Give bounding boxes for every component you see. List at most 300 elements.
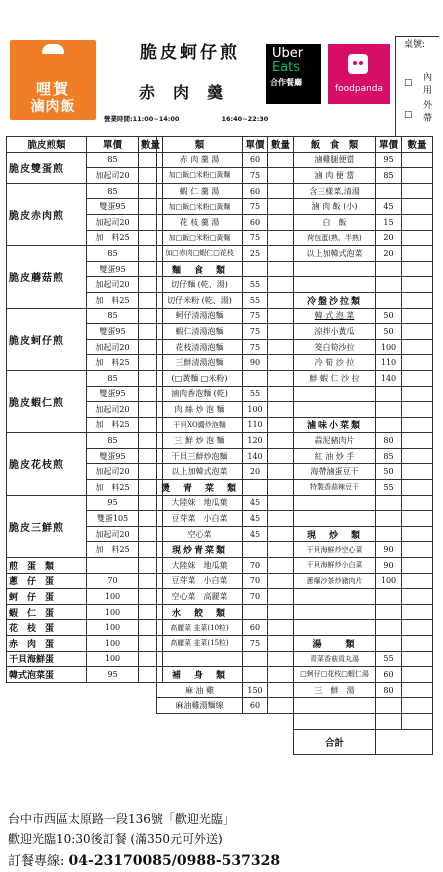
quantity-cell[interactable] — [268, 698, 294, 714]
quantity-cell[interactable] — [402, 698, 433, 714]
quantity-cell[interactable] — [268, 183, 294, 199]
quantity-cell[interactable] — [402, 464, 433, 480]
item-name: 大陸妹 地瓜葉 — [157, 495, 243, 511]
quantity-cell[interactable] — [402, 495, 433, 511]
quantity-cell[interactable] — [268, 651, 294, 667]
dine-in-checkbox[interactable]: □ — [404, 78, 413, 88]
left-header-row — [7, 137, 163, 153]
item-price: 雙蛋95 — [87, 448, 139, 464]
item-name: 脆皮花枝煎 — [7, 433, 87, 495]
quantity-cell[interactable] — [402, 542, 433, 558]
table-row — [7, 620, 163, 636]
item-price: 加 料25 — [87, 417, 139, 433]
item-price: 60 — [243, 620, 268, 636]
table-row — [294, 448, 433, 464]
chef-hat-icon — [42, 44, 64, 54]
item-price: 75 — [243, 636, 268, 652]
item-name: (□黃麵 □米粉) — [157, 370, 243, 386]
quantity-cell[interactable] — [402, 370, 433, 386]
item-name: 花枝清湯泡麵 — [157, 339, 243, 355]
quantity-cell[interactable] — [268, 480, 294, 496]
item-price: 20 — [376, 246, 402, 262]
item-name: 蒜泥豬肉片 — [294, 433, 376, 449]
table-row — [157, 402, 294, 418]
phone-number[interactable]: 04-23170085/0988-537328 — [68, 853, 281, 869]
partner-text: 合作餐廳 — [270, 78, 302, 87]
quantity-cell[interactable] — [402, 168, 433, 184]
table-row — [7, 308, 163, 324]
item-price — [376, 511, 402, 527]
table-row — [157, 589, 294, 605]
item-price: 25 — [243, 246, 268, 262]
phone-label: 訂餐專線: — [8, 854, 65, 869]
item-price — [376, 261, 402, 277]
item-name — [294, 589, 376, 605]
table-row — [294, 199, 433, 215]
foodpanda-badge — [328, 44, 390, 104]
item-price: 90 — [376, 542, 402, 558]
item-name: 滷 肉 便 當 — [294, 168, 376, 184]
item-price: 50 — [376, 324, 402, 340]
item-name: 韓 式 泡 菜 — [294, 308, 376, 324]
quantity-cell[interactable] — [268, 246, 294, 262]
quantity-cell[interactable] — [268, 292, 294, 308]
quantity-cell[interactable] — [268, 214, 294, 230]
hours-evening: 16:40~22:30 — [221, 115, 269, 123]
quantity-cell[interactable] — [268, 573, 294, 589]
egg-item-price: 95 — [87, 667, 139, 683]
item-price: 85 — [376, 168, 402, 184]
quantity-cell[interactable] — [268, 339, 294, 355]
quantity-cell[interactable] — [268, 277, 294, 293]
item-name: 赤 肉 羹 湯 — [157, 152, 243, 168]
quantity-cell[interactable] — [402, 324, 433, 340]
item-price — [243, 542, 268, 558]
item-price: 85 — [87, 370, 139, 386]
item-price: 55 — [376, 480, 402, 496]
middle-header-row — [157, 137, 294, 153]
egg-header-row — [7, 558, 163, 574]
quantity-cell[interactable] — [268, 168, 294, 184]
item-price: 75 — [243, 168, 268, 184]
quantity-cell[interactable] — [402, 667, 433, 683]
table-row — [294, 511, 433, 527]
quantity-cell[interactable] — [268, 526, 294, 542]
table-row — [7, 604, 163, 620]
business-hours — [104, 114, 310, 123]
quantity-cell[interactable] — [402, 230, 433, 246]
middle-header-2: 數量 — [268, 137, 294, 153]
item-price — [243, 604, 268, 620]
take-out-label: 外帶 — [423, 101, 433, 124]
item-price: 80 — [376, 433, 402, 449]
item-name: 麻油雞湯麵線 — [157, 698, 243, 714]
item-price — [376, 713, 402, 729]
table-row — [294, 526, 433, 542]
item-price — [243, 370, 268, 386]
item-name: 豆芽菜 小白菜 — [157, 573, 243, 589]
item-name: 高麗菜 韭菜(15粒) — [157, 636, 243, 652]
item-name: 干貝XO醬炒泡麵 — [157, 417, 243, 433]
table-row — [157, 386, 294, 402]
item-name: 滷 肉 飯 (小) — [294, 199, 376, 215]
egg-item-name: 蚵 仔 蛋 — [7, 589, 87, 605]
quantity-cell[interactable] — [268, 495, 294, 511]
table-row — [7, 183, 163, 199]
item-name: 含三樣菜,清湯 — [294, 183, 376, 199]
table-row — [294, 214, 433, 230]
table-row — [157, 292, 294, 308]
table-row — [294, 152, 433, 168]
quantity-cell[interactable] — [402, 589, 433, 605]
left-header-1: 單價 — [87, 137, 139, 153]
item-name — [294, 261, 376, 277]
menu-subtitle: 赤肉羹 — [138, 83, 241, 102]
take-out-checkbox[interactable]: □ — [404, 110, 413, 120]
item-price: 雙蛋95 — [87, 199, 139, 215]
item-price: 雙蛋95 — [87, 261, 139, 277]
egg-item-name: 花 枝 蛋 — [7, 620, 87, 636]
quantity-cell[interactable] — [268, 308, 294, 324]
egg-item-price: 100 — [87, 636, 139, 652]
egg-item-price: 100 — [87, 620, 139, 636]
table-row — [157, 324, 294, 340]
item-price: 加起司20 — [87, 168, 139, 184]
quantity-cell[interactable] — [268, 324, 294, 340]
table-row — [157, 667, 294, 683]
item-price: 75 — [243, 324, 268, 340]
logo-text-bottom: 滷肉飯 — [30, 99, 76, 115]
item-price: 60 — [243, 698, 268, 714]
item-name: 加□赤肉□蝦仁□花枝 — [157, 246, 243, 262]
item-price: 90 — [243, 355, 268, 371]
right-header-row — [294, 137, 433, 153]
item-name — [294, 698, 376, 714]
quantity-cell[interactable] — [402, 308, 433, 324]
item-name: 涼拌小黃瓜 — [294, 324, 376, 340]
middle-header-0: 類 — [157, 137, 243, 153]
item-name: 脆皮赤肉煎 — [7, 183, 87, 245]
item-name — [157, 651, 243, 667]
item-price: 50 — [376, 308, 402, 324]
item-price: 加 料25 — [87, 542, 139, 558]
total-value[interactable] — [376, 729, 433, 754]
item-name: 大陸妹 地瓜葉 — [157, 558, 243, 574]
table-row — [294, 573, 433, 589]
hours-lunch: 營業時間:11:00~14:00 — [104, 115, 180, 123]
item-name: 白 飯 — [294, 214, 376, 230]
ubereats-badge — [266, 44, 321, 104]
table-row — [294, 246, 433, 262]
table-row — [294, 230, 433, 246]
table-row — [157, 480, 294, 496]
table-row — [294, 292, 433, 308]
quantity-cell[interactable] — [268, 433, 294, 449]
item-price: 95 — [87, 495, 139, 511]
item-price — [376, 183, 402, 199]
quantity-cell[interactable] — [268, 464, 294, 480]
item-price: 85 — [87, 433, 139, 449]
table-row — [157, 152, 294, 168]
item-name: 鮮 蝦 仁 沙 拉 — [294, 370, 376, 386]
table-row — [294, 713, 433, 729]
table-row — [157, 526, 294, 542]
item-name: 蝦 仁 羹 湯 — [157, 183, 243, 199]
quantity-cell[interactable] — [268, 386, 294, 402]
category-title: 湯 類 — [294, 636, 376, 652]
item-name: 高麗菜 韭菜(10粒) — [157, 620, 243, 636]
item-price — [376, 589, 402, 605]
item-name: 干貝海鮮炒小白菜 — [294, 558, 376, 574]
item-price: 80 — [376, 682, 402, 698]
item-name: 脆皮蚵仔煎 — [7, 308, 87, 370]
quantity-cell[interactable] — [402, 651, 433, 667]
table-row — [157, 495, 294, 511]
table-number-label: 桌號: — [404, 40, 426, 50]
total-row — [294, 729, 433, 754]
egg-price-header — [87, 558, 139, 574]
item-name: 三鮮清湯泡麵 — [157, 355, 243, 371]
table-row — [7, 433, 163, 449]
table-row — [7, 370, 163, 386]
quantity-cell[interactable] — [268, 620, 294, 636]
foodpanda-text: foodpanda — [334, 84, 384, 94]
table-row — [7, 246, 163, 262]
item-price — [376, 495, 402, 511]
right-header-2: 數量 — [402, 137, 433, 153]
table-row — [294, 183, 433, 199]
foodpanda-icon — [348, 54, 368, 74]
quantity-cell[interactable] — [402, 183, 433, 199]
item-price: 加 料25 — [87, 355, 139, 371]
quantity-cell[interactable] — [402, 277, 433, 293]
egg-item-price: 100 — [87, 589, 139, 605]
item-name: 脆皮蘑菇煎 — [7, 246, 87, 308]
quantity-cell[interactable] — [402, 199, 433, 215]
item-price: 20 — [243, 464, 268, 480]
table-row — [157, 261, 294, 277]
egg-item-name: 干貝海鮮蛋 — [7, 651, 87, 667]
quantity-cell[interactable] — [402, 682, 433, 698]
table-row — [157, 308, 294, 324]
category-title: 麵 食 類 — [157, 261, 243, 277]
category-title: 水 餃 類 — [157, 604, 243, 620]
table-row — [7, 667, 163, 683]
quantity-cell[interactable] — [268, 417, 294, 433]
quantity-cell[interactable] — [268, 199, 294, 215]
egg-section-title: 煎 蛋 類 — [7, 558, 87, 574]
right-menu-table — [293, 136, 433, 755]
quantity-cell[interactable] — [402, 386, 433, 402]
item-name — [294, 402, 376, 418]
table-row — [157, 636, 294, 652]
table-row — [294, 370, 433, 386]
item-name: 花 枝 羹 湯 — [157, 214, 243, 230]
egg-item-name: 韓式泡菜蛋 — [7, 667, 87, 683]
item-price: 85 — [87, 152, 139, 168]
quantity-cell[interactable] — [402, 402, 433, 418]
quantity-cell[interactable] — [402, 417, 433, 433]
item-price: 加起司20 — [87, 339, 139, 355]
right-header-1: 單價 — [376, 137, 402, 153]
egg-item-price: 100 — [87, 604, 139, 620]
quantity-cell[interactable] — [268, 355, 294, 371]
dine-in-label: 內用 — [423, 73, 433, 96]
item-price — [243, 480, 268, 496]
item-price: 110 — [376, 355, 402, 371]
quantity-cell[interactable] — [268, 370, 294, 386]
item-price — [376, 277, 402, 293]
category-title: 滷味小菜類 — [294, 417, 376, 433]
quantity-cell[interactable] — [402, 573, 433, 589]
item-price: 100 — [376, 339, 402, 355]
quantity-cell[interactable] — [402, 604, 433, 620]
item-name: 滷雞腿便當 — [294, 152, 376, 168]
item-name: 脆皮雙蛋煎 — [7, 152, 87, 183]
quantity-cell[interactable] — [402, 214, 433, 230]
quantity-cell[interactable] — [402, 620, 433, 636]
table-row — [157, 370, 294, 386]
item-name: 滷肉香泡麵 (乾) — [157, 386, 243, 402]
quantity-cell[interactable] — [268, 558, 294, 574]
item-price: 70 — [243, 573, 268, 589]
quantity-cell[interactable] — [402, 713, 433, 729]
item-price — [376, 417, 402, 433]
quantity-cell[interactable] — [268, 261, 294, 277]
item-price: 75 — [243, 308, 268, 324]
item-name: 切仔米粉 (乾、湯) — [157, 292, 243, 308]
table-row — [294, 682, 433, 698]
middle-header-1: 單價 — [243, 137, 268, 153]
quantity-cell[interactable] — [268, 682, 294, 698]
table-row — [7, 573, 163, 589]
item-name: 筊白筍沙拉 — [294, 339, 376, 355]
table-row — [157, 698, 294, 714]
quantity-cell[interactable] — [402, 511, 433, 527]
item-price — [243, 651, 268, 667]
quantity-cell[interactable] — [268, 511, 294, 527]
quantity-cell[interactable] — [402, 636, 433, 652]
menu-title: 脆皮蚵仔煎 — [140, 43, 240, 63]
item-name: 荷包蛋(熟、半熟) — [294, 230, 376, 246]
quantity-cell[interactable] — [402, 355, 433, 371]
table-row — [7, 636, 163, 652]
quantity-cell[interactable] — [268, 402, 294, 418]
quantity-cell[interactable] — [268, 604, 294, 620]
quantity-cell[interactable] — [402, 261, 433, 277]
quantity-cell[interactable] — [268, 636, 294, 652]
item-name: 干貝海鮮炒空心菜 — [294, 542, 376, 558]
egg-item-name: 蔥 仔 蛋 — [7, 573, 87, 589]
item-price: 60 — [243, 214, 268, 230]
quantity-cell[interactable] — [268, 542, 294, 558]
item-name: 加□飯□米粉□黃麵 — [157, 230, 243, 246]
item-name: □蚵仔□花枝□蝦仁湯 — [294, 667, 376, 683]
table-row — [294, 651, 433, 667]
item-price: 85 — [376, 448, 402, 464]
item-price: 15 — [376, 214, 402, 230]
category-title: 現 炒 類 — [294, 526, 376, 542]
item-price: 20 — [376, 230, 402, 246]
quantity-cell[interactable] — [402, 526, 433, 542]
table-row — [157, 464, 294, 480]
quantity-cell[interactable] — [402, 292, 433, 308]
item-name: 脆皮三鮮煎 — [7, 495, 87, 557]
item-price: 雙蛋95 — [87, 324, 139, 340]
quantity-cell[interactable] — [268, 152, 294, 168]
item-name: 蚵仔清湯泡麵 — [157, 308, 243, 324]
item-name — [294, 386, 376, 402]
item-price: 加起司20 — [87, 526, 139, 542]
item-name: 干貝三鮮炒泡麵 — [157, 448, 243, 464]
egg-item-name: 蝦 仁 蛋 — [7, 604, 87, 620]
item-price — [376, 636, 402, 652]
table-row — [294, 667, 433, 683]
quantity-cell[interactable] — [402, 339, 433, 355]
egg-item-price: 100 — [87, 651, 139, 667]
table-row — [294, 417, 433, 433]
item-price: 150 — [243, 682, 268, 698]
table-row — [157, 417, 294, 433]
table-row — [294, 698, 433, 714]
quantity-cell[interactable] — [402, 448, 433, 464]
item-price: 55 — [243, 277, 268, 293]
item-price: 85 — [87, 308, 139, 324]
item-price: 75 — [243, 199, 268, 215]
quantity-cell[interactable] — [402, 433, 433, 449]
item-price: 70 — [243, 589, 268, 605]
footer-phone-row — [8, 850, 280, 869]
table-row — [157, 246, 294, 262]
left-header-2: 數量 — [139, 137, 163, 153]
item-price: 100 — [243, 402, 268, 418]
item-price: 加 料25 — [87, 480, 139, 496]
table-row — [7, 495, 163, 511]
item-name: 蔥爆沙茶炒豬肉片 — [294, 573, 376, 589]
item-name: 空心菜 — [157, 526, 243, 542]
quantity-cell[interactable] — [402, 152, 433, 168]
table-row — [157, 511, 294, 527]
table-row — [157, 573, 294, 589]
left-header-0: 脆皮煎類 — [7, 137, 87, 153]
item-price: 140 — [376, 370, 402, 386]
category-title: 冷盤沙拉類 — [294, 292, 376, 308]
quantity-cell[interactable] — [268, 448, 294, 464]
quantity-cell[interactable] — [268, 667, 294, 683]
quantity-cell[interactable] — [268, 230, 294, 246]
table-row — [157, 558, 294, 574]
table-row — [157, 277, 294, 293]
item-name: 加□飯□米粉□黃麵 — [157, 168, 243, 184]
logo-text-top: 哩賀 — [35, 80, 70, 98]
table-row — [294, 464, 433, 480]
table-row — [294, 495, 433, 511]
eats-text: Eats — [272, 60, 301, 75]
item-name: 三 鮮 炒 泡 麵 — [157, 433, 243, 449]
quantity-cell[interactable] — [402, 558, 433, 574]
quantity-cell[interactable] — [402, 246, 433, 262]
table-row — [157, 620, 294, 636]
item-price — [243, 667, 268, 683]
item-price: 55 — [376, 651, 402, 667]
table-row — [7, 152, 163, 168]
item-price: 85 — [87, 183, 139, 199]
item-price: 75 — [243, 230, 268, 246]
quantity-cell[interactable] — [268, 589, 294, 605]
item-name: 海帶滷蛋豆干 — [294, 464, 376, 480]
quantity-cell[interactable] — [402, 480, 433, 496]
table-row — [157, 604, 294, 620]
